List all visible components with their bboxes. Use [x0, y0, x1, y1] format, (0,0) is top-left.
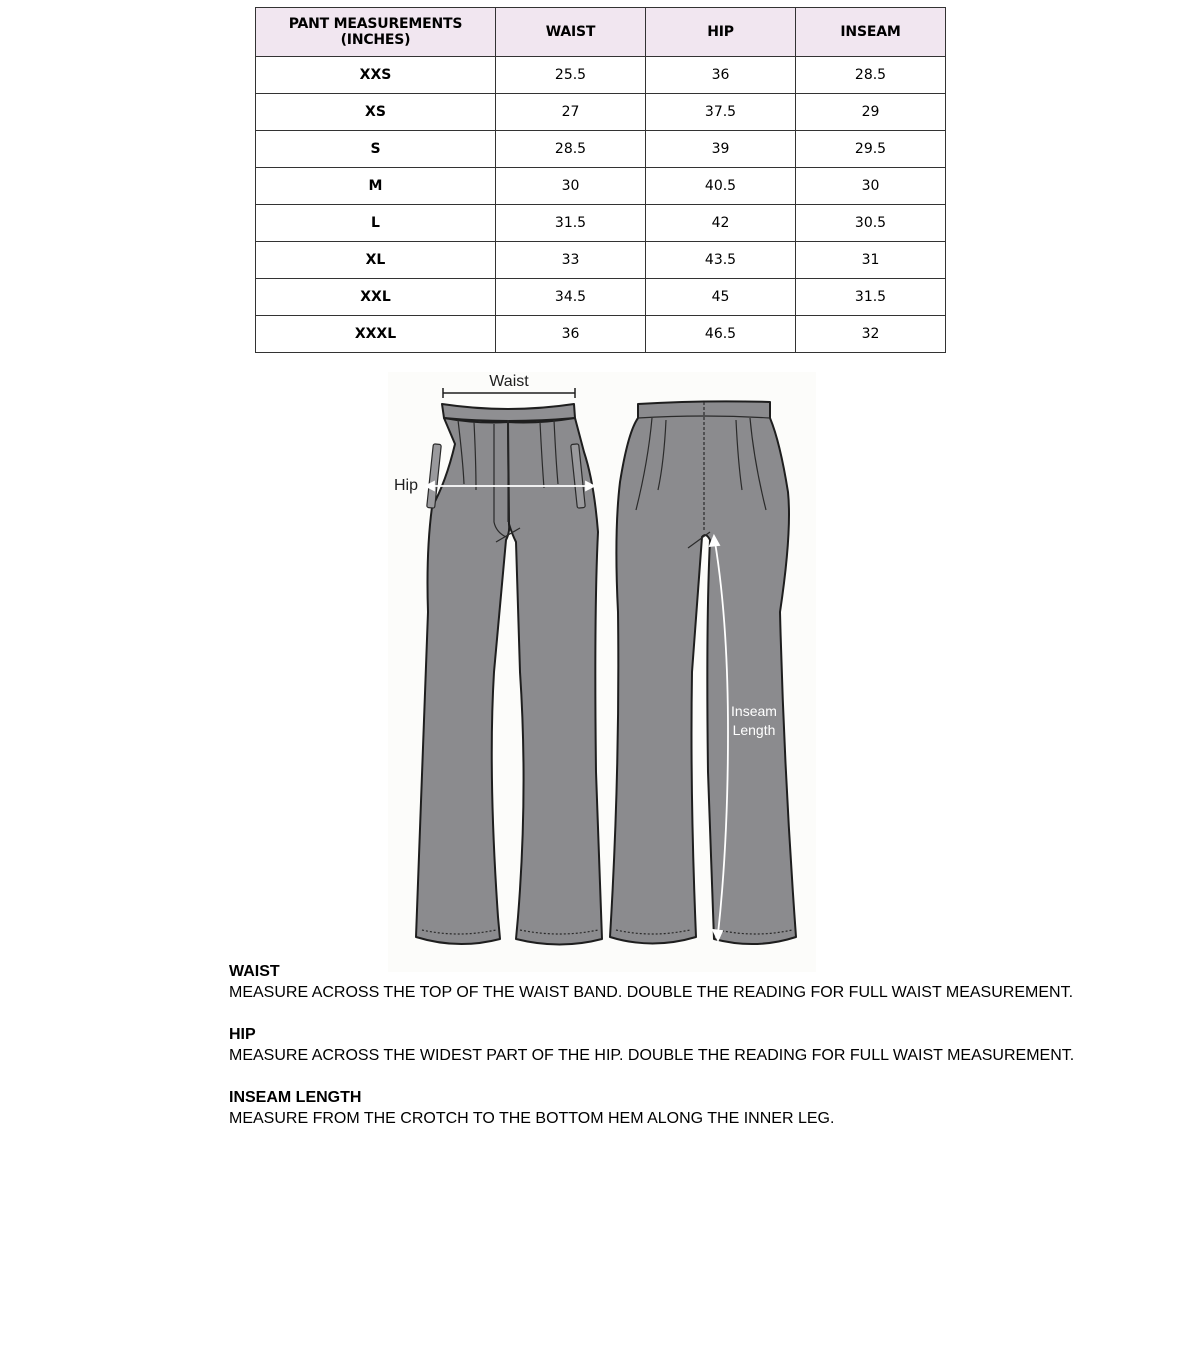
note-text: MEASURE ACROSS THE TOP OF THE WAIST BAND. DOUBLE THE READING FOR FULL WAIST MEASUREMENT. — [229, 984, 1074, 1001]
note-text: MEASURE ACROSS THE WIDEST PART OF THE HIP. DOUBLE THE READING FOR FULL WAIST MEASUREMENT. — [229, 1047, 1075, 1064]
table-row — [256, 205, 946, 242]
hip-cell: 46.5 — [646, 316, 796, 353]
waist-label: Waist — [489, 373, 529, 390]
note-title: WAIST — [229, 963, 280, 980]
size-cell: XXS — [256, 57, 496, 94]
table-row — [256, 57, 946, 94]
table-row — [256, 131, 946, 168]
table-row — [256, 279, 946, 316]
size-cell: XL — [256, 242, 496, 279]
size-cell: XXXL — [256, 316, 496, 353]
note-title: HIP — [229, 1026, 256, 1043]
inseam-label-line2: Length — [732, 722, 776, 738]
size-cell: M — [256, 168, 496, 205]
hip-cell: 39 — [646, 131, 796, 168]
inseam-cell: 28.5 — [796, 57, 946, 94]
inseam-cell: 29 — [796, 94, 946, 131]
inseam-cell: 32 — [796, 316, 946, 353]
note-waist — [229, 962, 1129, 1004]
table-row — [256, 168, 946, 205]
hip-cell: 42 — [646, 205, 796, 242]
hip-cell: 45 — [646, 279, 796, 316]
note-text: MEASURE FROM THE CROTCH TO THE BOTTOM HEM ALONG THE INNER LEG. — [229, 1110, 835, 1127]
waist-cell: 27 — [496, 94, 646, 131]
measurement-notes — [229, 962, 1129, 1151]
table-row — [256, 316, 946, 353]
hip-cell: 36 — [646, 57, 796, 94]
table-row — [256, 94, 946, 131]
note-title: INSEAM LENGTH — [229, 1089, 362, 1106]
waist-cell: 34.5 — [496, 279, 646, 316]
size-cell: XS — [256, 94, 496, 131]
hip-cell: 37.5 — [646, 94, 796, 131]
size-cell: L — [256, 205, 496, 242]
header-inseam: INSEAM — [796, 8, 946, 57]
note-hip — [229, 1025, 1129, 1067]
hip-label: Hip — [394, 477, 419, 494]
hip-cell: 43.5 — [646, 242, 796, 279]
header-waist: WAIST — [496, 8, 646, 57]
inseam-label-line1: Inseam — [731, 703, 777, 719]
waist-cell: 25.5 — [496, 57, 646, 94]
inseam-cell: 29.5 — [796, 131, 946, 168]
note-inseam — [229, 1088, 1129, 1130]
hip-cell: 40.5 — [646, 168, 796, 205]
size-cell: S — [256, 131, 496, 168]
size-chart-table — [255, 7, 946, 353]
inseam-cell: 30 — [796, 168, 946, 205]
waist-cell: 36 — [496, 316, 646, 353]
waist-cell: 28.5 — [496, 131, 646, 168]
header-measurements: PANT MEASUREMENTS (INCHES) — [256, 8, 496, 57]
inseam-cell: 31 — [796, 242, 946, 279]
table-header-row — [256, 8, 946, 57]
inseam-cell: 30.5 — [796, 205, 946, 242]
pants-measurement-diagram — [388, 372, 816, 972]
waist-cell: 30 — [496, 168, 646, 205]
size-cell: XXL — [256, 279, 496, 316]
table-row — [256, 242, 946, 279]
waist-cell: 31.5 — [496, 205, 646, 242]
waist-cell: 33 — [496, 242, 646, 279]
inseam-cell: 31.5 — [796, 279, 946, 316]
header-hip: HIP — [646, 8, 796, 57]
